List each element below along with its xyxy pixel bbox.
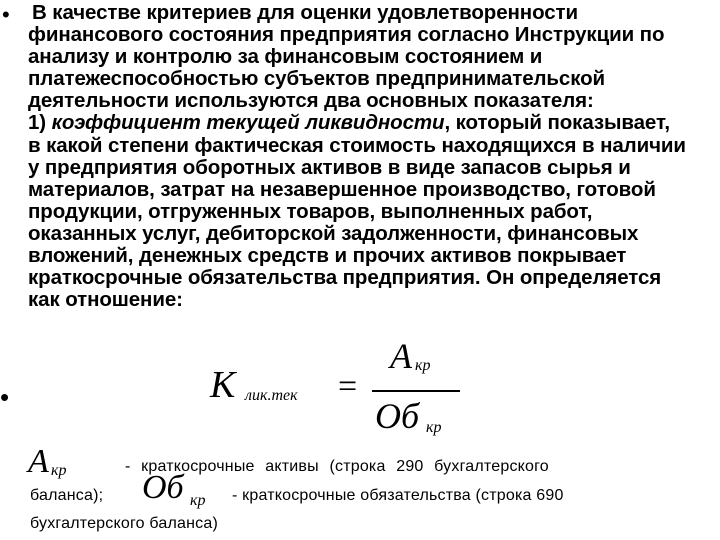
text-line: оказанных услуг, дебиторской задолженности, финансовых	[28, 221, 639, 245]
text-line: финансового состояния предприятия согласно Инструкции по	[28, 23, 665, 47]
legend-symbol-assets: A	[28, 443, 49, 480]
main-paragraph	[28, 2, 716, 311]
list-number: 1)	[28, 111, 52, 135]
text-line: материалов, затрат на незавершенное производство, готовой	[28, 177, 656, 201]
text-line: как отношение:	[28, 288, 183, 312]
text-line: В качестве критериев для оценки удовлетворенности	[32, 1, 578, 24]
legend-text: баланса);	[30, 487, 104, 504]
formula-equals: =	[338, 368, 358, 405]
term-emphasis: коэффициент текущей ликвидности	[51, 111, 445, 135]
formula-denominator-subscript: кр	[426, 419, 442, 436]
text-line: краткосрочные обязательства предприятия. Он определяется	[28, 266, 662, 290]
liquidity-formula	[210, 335, 470, 445]
legend-symbol-liabilities: Об	[142, 469, 184, 506]
formula-lhs-symbol: K	[210, 364, 236, 406]
text-line: анализу и контролю за финансовым состоянием и	[28, 45, 543, 69]
text-line	[28, 112, 716, 134]
text-line: продукции, отгруженных товаров, выполненных работ,	[28, 199, 593, 223]
legend-text: - краткосрочные обязательства (строка 690	[232, 487, 564, 504]
legend-text: бухгалтерского баланса)	[30, 515, 218, 532]
text-fragment: , который показывает,	[444, 111, 670, 135]
bullet-point: •	[2, 2, 10, 27]
fraction-bar	[372, 390, 460, 392]
text-line: деятельности используются два основных показателя:	[28, 89, 594, 113]
legend-symbol-assets-subscript: кр	[51, 462, 67, 479]
legend-text: - краткосрочные активы (строка 290 бухгалтерского	[125, 458, 549, 475]
text-line: платежеспособностью субъектов предпринимательской	[28, 67, 606, 91]
formula-lhs-subscript: лик.тек	[245, 387, 298, 404]
legend-symbol-liabilities-subscript: кр	[190, 492, 206, 509]
text-line: в какой степени фактическая стоимость находящихся в наличии	[28, 133, 686, 157]
formula-denominator: Об	[375, 396, 420, 436]
formula-numerator-subscript: кр	[415, 357, 431, 374]
text-line: вложений, денежных средств и прочих активов покрывает	[28, 244, 627, 268]
bullet-point: •	[0, 382, 10, 412]
formula-numerator: A	[390, 336, 412, 376]
text-line: у предприятия оборотных активов в виде запасов сырья и	[28, 155, 631, 179]
